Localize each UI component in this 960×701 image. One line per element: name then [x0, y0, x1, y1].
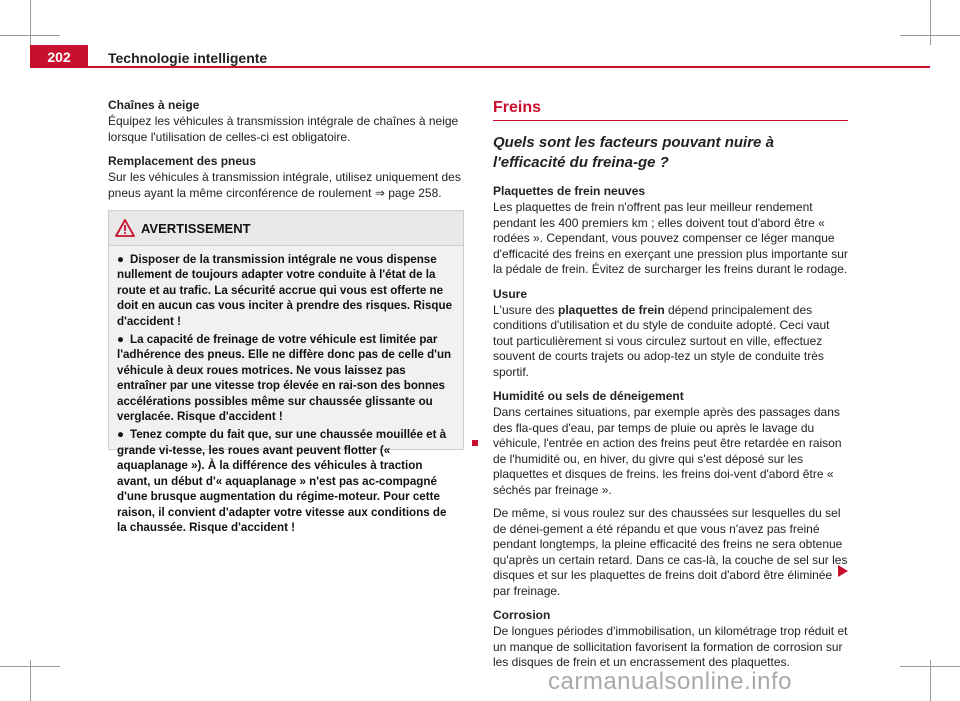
chains-text: Équipez les véhicules à transmission intégrale de chaînes à neige lorsque l'utilisation de celles-ci est obligatoire. [108, 114, 459, 144]
humidity-text-1: Dans certaines situations, par exemple après des passages dans des fla-ques d'eau, par temps de pluie ou après le lavage du véhicule, l'entrée en action des freins peut être retardée en raison de l'humidité ou, en hiver, du givre qui s'est déposé sur les plaquettes et disques de freins. les freins doi-vent d'abord être « séchés par freinage ». [493, 405, 842, 497]
watermark: carmanualsonline.info [548, 668, 792, 695]
left-column [108, 97, 464, 209]
humidity-text-2: De même, si vous roulez sur des chaussées sur lesquelles du sel de dénei-gement a été répandu et que vous n'avez pas freiné pendant longtemps, la pleine efficacité des freins ne sera obtenue qu'après un certain retard. Dans ce cas-là, la couche de sel sur les disques et sur les plaquettes de freins doit d'abord être éliminée par freinage. [493, 506, 848, 598]
wear-text-pre: L'usure des [493, 302, 558, 317]
warning-item [117, 332, 455, 424]
wear-text-post: dépend principalement des conditions d'utilisation et du style de conduite adopté. Ceci vaut tout particulièrement si vous circulez surtout en ville, effectuez souvent de courts trajets ou adop-tez un style de conduite très sportif. [493, 302, 830, 379]
humidity-heading: Humidité ou sels de déneigement [493, 389, 684, 403]
page-number: 202 [30, 45, 88, 68]
title-rule [493, 120, 848, 121]
bullet: ● [117, 253, 125, 266]
warning-item-text: Tenez compte du fait que, sur une chaussée mouillée et à grande vi-tesse, les roues avant peuvent flotter (« aquaplanage »). À la différence des véhicules à traction avant, un début d'« aquaplanage » n'est pas ac-compagné d'une brusque augmentation du régime-moteur. Pour cette raison, il convient d'adapter votre vitesse aux conditions de la chaussée. Risque d'accident ! [117, 428, 447, 534]
wear-heading: Usure [493, 286, 528, 301]
wear-text-bold: plaquettes de frein [558, 302, 665, 317]
brakes-title: Freins [493, 99, 542, 116]
warning-body [109, 246, 463, 535]
right-column [493, 97, 848, 679]
warning-item [117, 252, 455, 329]
wear-text [493, 303, 848, 381]
new-pads-heading: Plaquettes de frein neuves [493, 184, 646, 198]
bullet: ● [117, 333, 125, 347]
crop-mark [30, 0, 31, 45]
crop-mark [930, 660, 931, 701]
brakes-question: Quels sont les facteurs pouvant nuire à l'efficacité du freina-ge ? [493, 134, 774, 171]
corrosion-heading: Corrosion [493, 608, 551, 622]
corrosion-text: De longues périodes d'immobilisation, un kilométrage trop réduit et un manque de sollicitation favorisent la formation de corrosion sur les disques de frein et un encrassement des plaquettes. [493, 624, 848, 669]
warning-header [109, 211, 463, 246]
section-end-marker [472, 440, 478, 446]
continue-arrow-icon [838, 565, 848, 577]
crop-mark [930, 0, 931, 45]
tires-text: Sur les véhicules à transmission intégrale, utilisez uniquement des pneus ayant la même circonférence de roulement ⇒ page 258. [108, 170, 461, 200]
bullet: ● [117, 428, 125, 442]
warning-item [117, 427, 455, 535]
new-pads-text: Les plaquettes de frein n'offrent pas leur meilleur rendement pendant les 400 premiers km ; elles doivent tout d'abord être « rodées ». Cependant, vous pouvez compenser ce léger manque d'efficacité des freins en exerçant une pression plus importante sur la pédale de frein. Évitez de surcharger les freins durant le rodage. [493, 200, 848, 276]
warning-title: AVERTISSEMENT [141, 220, 251, 236]
section-title: Technologie intelligente [108, 50, 268, 66]
warning-item-text: La capacité de freinage de votre véhicule est limitée par l'adhérence des pneus. Elle ne diffère donc pas de celle d'un véhicule à deux roues motrices. Ne vous laissez pas entraîner par une vitesse trop élevée en rai-son des bonnes accélérations possibles même sur chaussée glissante ou verglacée. Risque d'accident ! [117, 333, 452, 424]
header-rule [88, 66, 930, 68]
chains-heading: Chaînes à neige [108, 98, 200, 112]
tires-heading: Remplacement des pneus [108, 154, 257, 168]
warning-icon [115, 219, 135, 237]
warning-box [108, 210, 464, 534]
warning-item-text: Disposer de la transmission intégrale ne vous dispense nullement de toujours adapter votre conduite à l'état de la route et au trafic. La sécurité accrue qui vous est offerte ne doit en aucun cas vous inciter à prendre des risques. Risque d'accident ! [117, 253, 453, 328]
crop-mark [30, 660, 31, 701]
